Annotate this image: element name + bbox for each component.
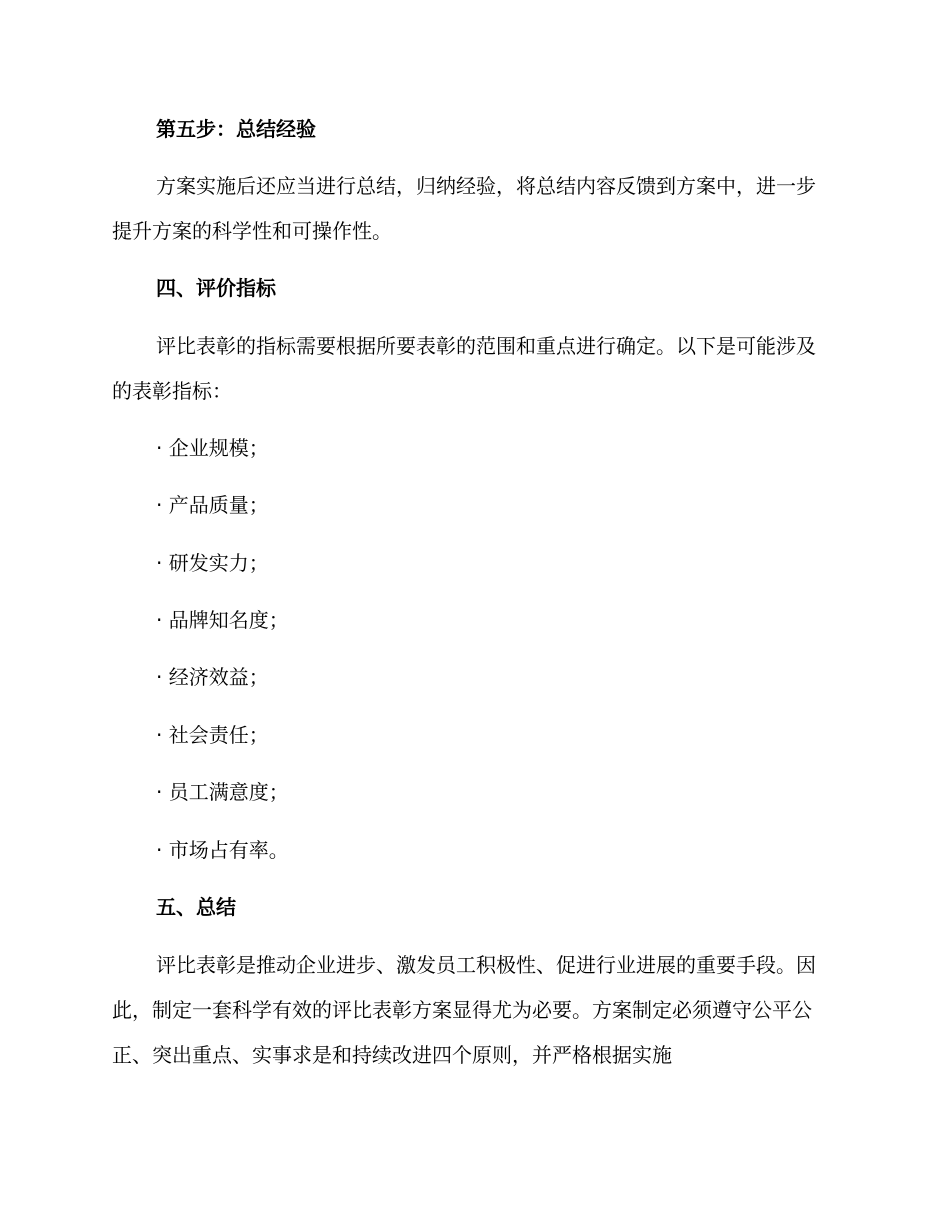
- section5-paragraph: 评比表彰是推动企业进步、激发员工积极性、促进行业进展的重要手段。因此，制定一套科学有效的评比表彰方案显得尤为必要。方案制定必须遵守公平公正、突出重点、实事求是和持续改进四个原则，并严格根据实施: [112, 953, 816, 1067]
- section4-paragraph: 评比表彰的指标需要根据所要表彰的范围和重点进行确定。以下是可能涉及的表彰指标：: [112, 334, 816, 403]
- list-item: · 经济效益；: [156, 665, 269, 689]
- list-item: · 品牌知名度；: [156, 608, 289, 632]
- list-item: · 员工满意度；: [156, 780, 289, 804]
- section4-heading: 四、评价指标: [156, 276, 276, 300]
- list-item: · 社会责任；: [156, 723, 269, 747]
- list-item: · 产品质量；: [156, 493, 269, 517]
- step5-paragraph: 方案实施后还应当进行总结，归纳经验，将总结内容反馈到方案中，进一步提升方案的科学性和可操作性。: [112, 174, 816, 243]
- list-item: · 市场占有率。: [156, 838, 289, 862]
- section5-heading: 五、总结: [156, 895, 236, 919]
- list-item: · 研发实力；: [156, 551, 269, 575]
- step5-heading: 第五步：总结经验: [156, 117, 316, 141]
- list-item: · 企业规模；: [156, 436, 269, 460]
